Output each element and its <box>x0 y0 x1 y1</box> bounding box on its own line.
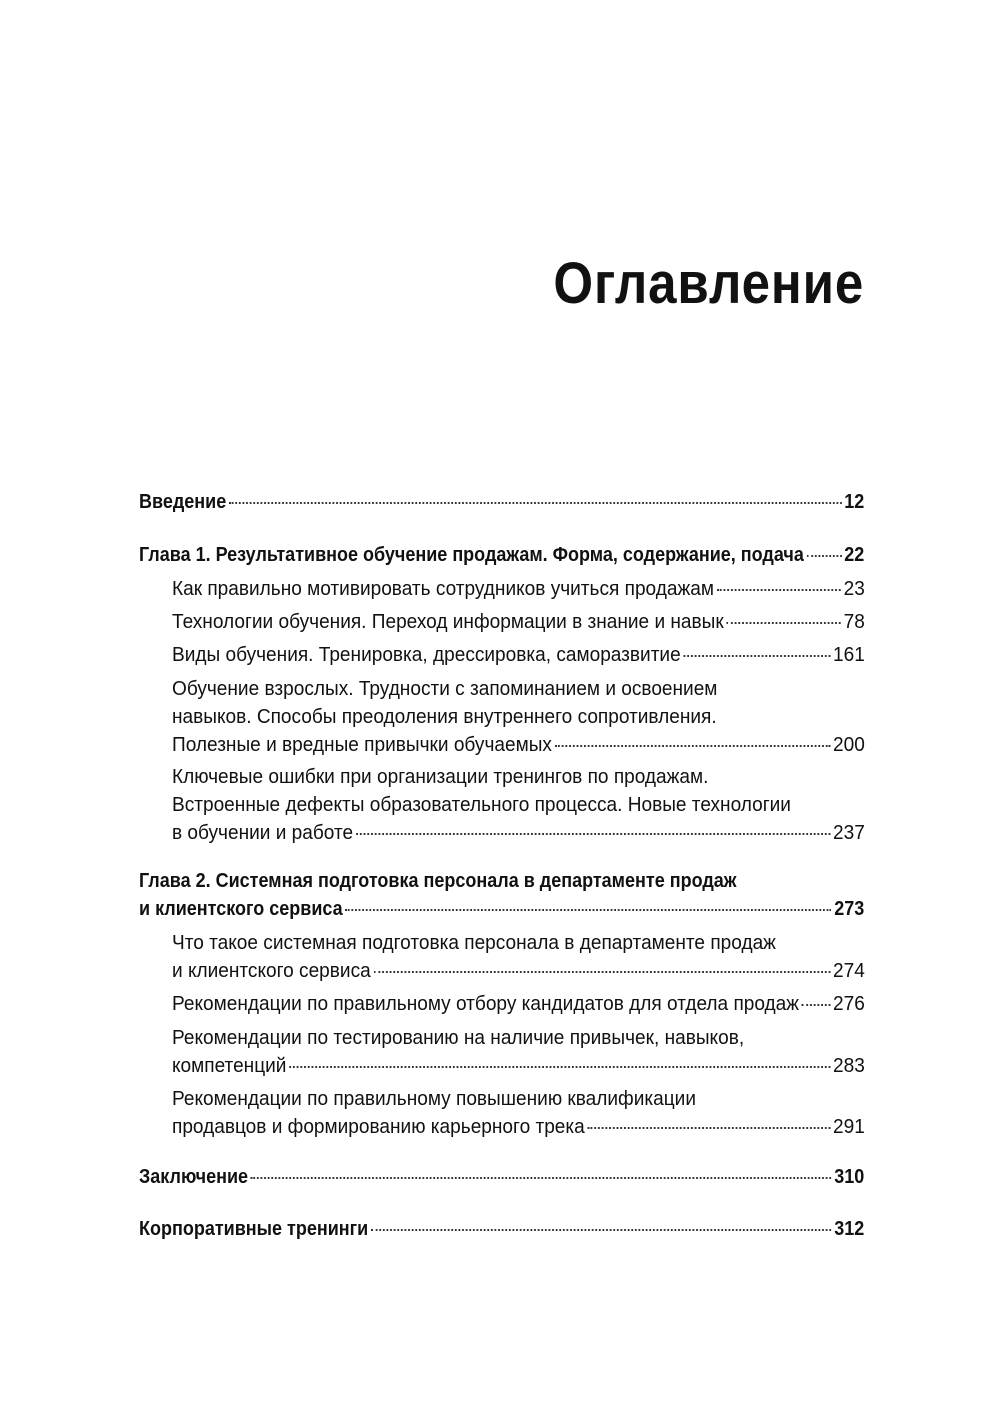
dot-leader <box>726 621 840 624</box>
dot-leader <box>802 1003 830 1006</box>
toc-entry-line: Ключевые ошибки при организации тренингов по продажам. <box>172 765 709 788</box>
toc-entry-intro <box>139 488 864 516</box>
toc-entry-line: Рекомендации по тестированию на наличие привычек, навыков, <box>172 1026 745 1049</box>
toc-page-number: 200 <box>832 733 865 756</box>
toc-entry-section <box>172 608 865 636</box>
toc-entry-title: компетенций <box>172 1054 287 1077</box>
toc-page-number: 274 <box>832 959 865 982</box>
toc-entry-conclusion <box>139 1163 864 1191</box>
toc-entry-line: навыков. Способы преодоления внутреннего сопротивления. <box>172 705 717 728</box>
toc-entry-section <box>172 1024 865 1080</box>
toc-page-number: 312 <box>834 1218 865 1240</box>
toc-entry-line: Что такое системная подготовка персонала в департаменте продаж <box>172 931 776 954</box>
toc-entry-chapter-1 <box>139 541 864 569</box>
toc-entry-title: Заключение <box>139 1166 249 1188</box>
dot-leader <box>251 1176 832 1179</box>
toc-entry-section <box>172 990 865 1018</box>
toc-entry-line: Обучение взрослых. Трудности с запоминанием и освоением <box>172 677 718 700</box>
toc-entry-section <box>172 641 865 669</box>
toc-page-number: 310 <box>834 1166 865 1188</box>
toc-page-number: 22 <box>844 544 865 566</box>
toc-page-number: 283 <box>832 1054 865 1077</box>
toc-entry-section <box>172 675 865 759</box>
toc-entry-title: продавцов и формированию карьерного трека <box>172 1115 585 1138</box>
dot-leader <box>717 588 841 591</box>
dot-leader <box>683 654 830 657</box>
toc-entry-section <box>172 575 865 603</box>
toc-entry-title: и клиентского сервиса <box>139 898 343 920</box>
toc-entry-title: Глава 1. Результативное обучение продажам. Форма, содержание, подача <box>139 544 804 566</box>
toc-page-number: 276 <box>832 992 865 1015</box>
toc-entry-chapter-2 <box>139 867 864 923</box>
toc-page-number: 78 <box>843 610 865 633</box>
dot-leader <box>289 1065 830 1068</box>
toc-page-number: 23 <box>843 577 865 600</box>
toc-entry-title: и клиентского сервиса <box>172 959 371 982</box>
toc-page-number: 291 <box>832 1115 865 1138</box>
toc-entry-title: Технологии обучения. Переход информации в знание и навык <box>172 610 724 633</box>
toc-entry-section <box>172 1085 865 1141</box>
page-title: Оглавление <box>553 251 864 316</box>
toc-entry-title: Как правильно мотивировать сотрудников учиться продажам <box>172 577 714 600</box>
toc-page-number: 12 <box>844 491 865 513</box>
toc-entry-line: Рекомендации по правильному повышению квалификации <box>172 1087 696 1110</box>
toc-entry-line: Глава 2. Системная подготовка персонала в департаменте продаж <box>139 870 737 892</box>
toc-page-number: 273 <box>834 898 865 920</box>
toc-entry-title: в обучении и работе <box>172 821 354 844</box>
toc-entry-line: Встроенные дефекты образовательного процесса. Новые технологии <box>172 793 791 816</box>
toc-entry-section <box>172 929 865 985</box>
toc-page-number: 237 <box>832 821 865 844</box>
toc-entry-title: Корпоративные тренинги <box>139 1218 369 1240</box>
dot-leader <box>229 501 842 504</box>
dot-leader <box>371 1228 832 1231</box>
dot-leader <box>588 1126 831 1129</box>
toc-entry-title: Рекомендации по правильному отбору кандидатов для отдела продаж <box>172 992 800 1015</box>
dot-leader <box>345 908 831 911</box>
dot-leader <box>356 832 830 835</box>
dot-leader <box>807 554 842 557</box>
dot-leader <box>374 970 831 973</box>
toc-entry-trainings <box>139 1215 864 1243</box>
toc-entry-title: Полезные и вредные привычки обучаемых <box>172 733 552 756</box>
toc-page-number: 161 <box>832 643 865 666</box>
dot-leader <box>555 744 830 747</box>
toc-entry-section <box>172 763 865 847</box>
toc-entry-title: Введение <box>139 491 227 513</box>
toc-entry-title: Виды обучения. Тренировка, дрессировка, саморазвитие <box>172 643 681 666</box>
